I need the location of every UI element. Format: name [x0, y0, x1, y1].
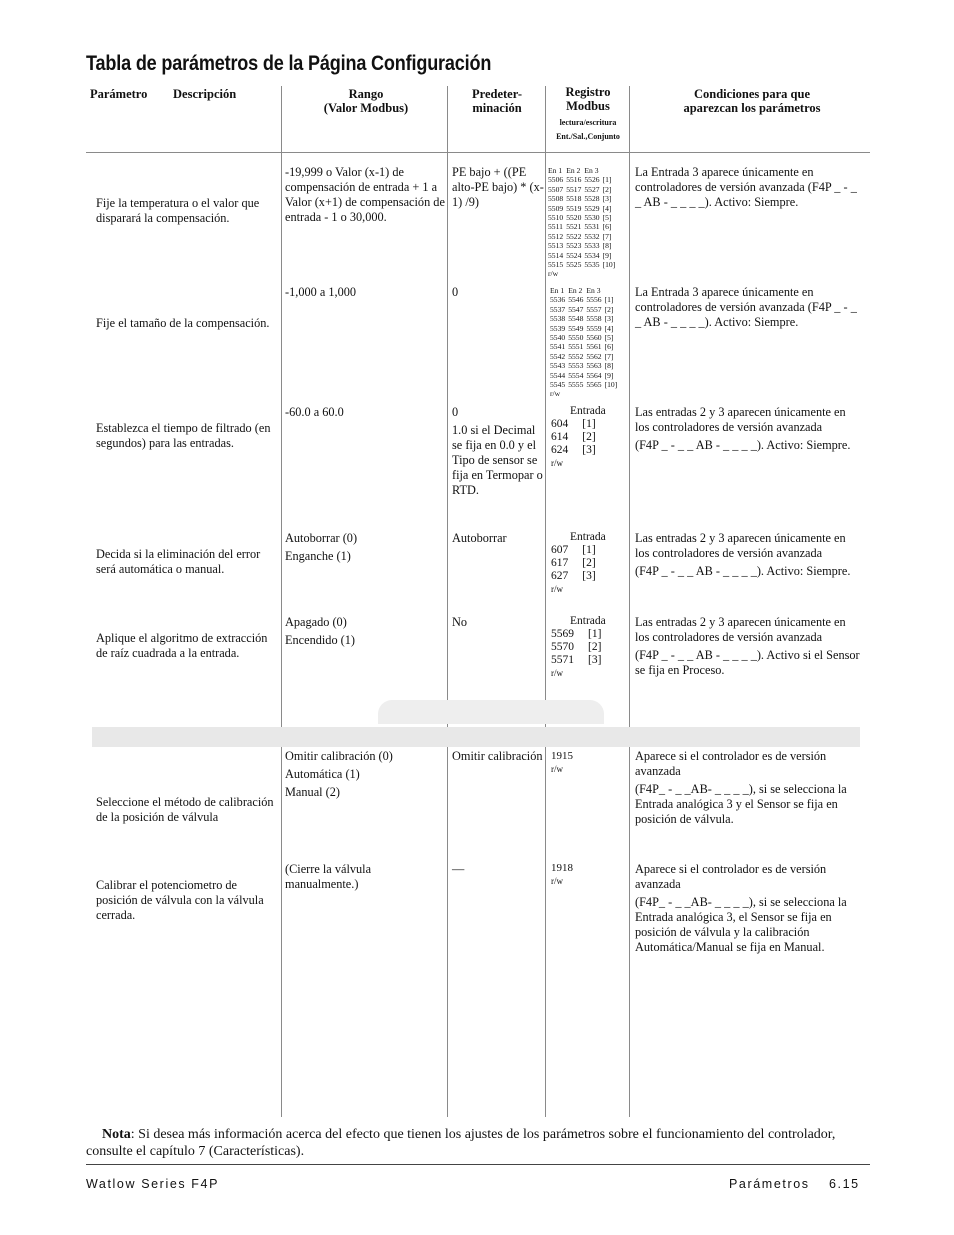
- modbus-cell: 5525: [566, 260, 582, 270]
- modbus-rw: r/w: [551, 668, 563, 678]
- modbus-cell: 617: [551, 557, 569, 569]
- modbus-cell: 5543: [550, 361, 566, 371]
- modbus-col-header: En 3: [584, 166, 599, 175]
- row1-conditions: La Entrada 3 aparece únicamente en controladores de versión avanzada (F4P _ - _ _ AB - _ _ _ _). Activo: Siempre.: [635, 165, 857, 209]
- modbus-cell: [2]: [582, 431, 596, 443]
- modbus-cell: [2]: [582, 557, 596, 569]
- footer-publication: Watlow Series F4P: [86, 1177, 220, 1191]
- row4-modbus: [551, 531, 610, 596]
- modbus-cell: 604: [551, 418, 569, 430]
- modbus-cell: 5509: [548, 203, 564, 213]
- modbus-cell: [9]: [604, 370, 614, 380]
- modbus-cell: [5]: [602, 213, 612, 223]
- modbus-cell: 5563: [586, 361, 602, 371]
- conditions-line: Las entradas 2 y 3 aparecen únicamente en los controladores de versión avanzada: [635, 531, 846, 560]
- range-line: Autoborrar (0): [285, 531, 358, 545]
- modbus-cell: 5526: [584, 175, 600, 185]
- range-line: Automática (1): [285, 767, 360, 781]
- header-rango: [284, 87, 448, 115]
- modbus-label: Entrada: [570, 615, 606, 627]
- row1-default: PE bajo + ((PE alto-PE bajo) * (x-1) /9): [452, 165, 544, 209]
- modbus-col-header: [603, 166, 619, 175]
- row6-conditions: [635, 749, 863, 830]
- modbus-cell: [3]: [588, 654, 602, 666]
- modbus-cell: [10]: [602, 260, 616, 270]
- modbus-cell: 5528: [584, 194, 600, 204]
- modbus-cell: 5514: [548, 250, 564, 260]
- modbus-rw: r/w: [551, 764, 563, 774]
- modbus-rw: r/w: [548, 269, 559, 279]
- modbus-cell: 5537: [550, 304, 566, 314]
- modbus-col-header: [605, 286, 621, 295]
- modbus-cell: [4]: [602, 203, 612, 213]
- column-divider: [545, 86, 546, 1117]
- default-line: Omitir calibración: [452, 749, 543, 763]
- modbus-cell: [6]: [602, 222, 612, 232]
- note-text: : Si desea más información acerca del efecto que tienen los ajustes de los parámetros sobre el funcionamiento del controlador, consulte el capítulo 7 (Características).: [86, 1127, 836, 1159]
- row4-description: Decida si la eliminación del error será automática o manual.: [96, 547, 261, 576]
- header-parametro: Parámetro: [90, 87, 148, 101]
- modbus-cell: [1]: [582, 544, 596, 556]
- modbus-cell: 5534: [584, 250, 600, 260]
- modbus-cell: [2]: [602, 184, 612, 194]
- row3-modbus: [551, 405, 610, 470]
- modbus-cell: 624: [551, 444, 569, 456]
- modbus-cell: 5533: [584, 241, 600, 251]
- modbus-cell: [3]: [582, 570, 596, 582]
- modbus-value: 1915: [551, 750, 573, 762]
- header-condiciones: [630, 87, 874, 115]
- modbus-cell: 5548: [568, 314, 584, 324]
- header-registro: [546, 85, 630, 143]
- modbus-cell: 5544: [550, 370, 566, 380]
- row7-modbus: [551, 862, 573, 888]
- row6-range: [285, 749, 445, 803]
- modbus-cell: 5539: [550, 323, 566, 333]
- range-line: Manual (2): [285, 785, 340, 799]
- modbus-cell: 5507: [548, 184, 564, 194]
- modbus-rw: r/w: [550, 389, 561, 399]
- header-rango-line2: (Valor Modbus): [323, 101, 409, 115]
- modbus-cell: 5520: [566, 213, 582, 223]
- header-divider: [86, 152, 870, 153]
- conditions-line: Aparece si el controlador es de versión avanzada: [635, 749, 827, 778]
- modbus-cell: 5552: [568, 351, 584, 361]
- row1-range: -19,999 o Valor (x-1) de compensación de entrada + 1 a Valor (x+1) de compensación de entrada - 1 o 30,000.: [285, 165, 445, 224]
- modbus-cell: 5517: [566, 184, 582, 194]
- row7-description: Calibrar el potenciometro de posición de válvula con la válvula cerrada.: [96, 878, 264, 922]
- modbus-cell: 5564: [586, 370, 602, 380]
- footer-page-number: 6.15: [829, 1177, 860, 1191]
- modbus-col-header: En 1: [548, 166, 563, 175]
- modbus-cell: [3]: [582, 444, 596, 456]
- row3-range: [285, 405, 445, 423]
- modbus-cell: 614: [551, 431, 569, 443]
- modbus-cell: 5506: [548, 175, 564, 185]
- modbus-cell: 5562: [586, 351, 602, 361]
- modbus-cell: 5545: [550, 380, 566, 390]
- default-line: 0: [452, 405, 459, 419]
- modbus-cell: [3]: [604, 314, 614, 324]
- header-cond-line1: Condiciones para que: [694, 87, 810, 101]
- modbus-cell: 5565: [586, 380, 602, 390]
- conditions-line: Las entradas 2 y 3 aparecen únicamente en los controladores de versión avanzada: [635, 405, 846, 434]
- modbus-cell: 5527: [584, 184, 600, 194]
- row2-range: -1,000 a 1,000: [285, 285, 357, 299]
- modbus-cell: 5538: [550, 314, 566, 324]
- row1-modbus: [548, 166, 618, 279]
- modbus-cell: [3]: [602, 194, 612, 204]
- modbus-cell: 5510: [548, 213, 564, 223]
- range-line: Omitir calibración (0): [285, 749, 393, 763]
- row5-modbus: [551, 615, 615, 680]
- modbus-cell: [2]: [604, 304, 614, 314]
- modbus-cell: [7]: [602, 231, 612, 241]
- conditions-line: (F4P_ - _ _AB- _ _ _ _), si se selecciona la Entrada analógica 3, el Sensor se fija en posición de válvula y la calibración Automática/Manual se fija en Manual.: [635, 895, 847, 954]
- header-registro-line1: Registro: [565, 85, 611, 99]
- conditions-line: (F4P _ - _ _ AB - _ _ _ _). Activo: Siempre.: [635, 438, 851, 452]
- footer-rule: [86, 1164, 870, 1165]
- modbus-cell: [8]: [604, 361, 614, 371]
- page-title: Tabla de parámetros de la Página Configuración: [86, 52, 492, 75]
- modbus-cell: 5531: [584, 222, 600, 232]
- note-label: Nota: [102, 1127, 131, 1142]
- column-divider: [447, 86, 448, 1117]
- modbus-cell: 5516: [566, 175, 582, 185]
- modbus-cell: [5]: [604, 333, 614, 343]
- row5-description: Aplique el algoritmo de extracción de raíz cuadrada a la entrada.: [96, 631, 268, 660]
- modbus-cell: 5536: [550, 295, 566, 305]
- modbus-cell: 5556: [586, 295, 602, 305]
- row7-default: [452, 862, 544, 880]
- modbus-cell: 607: [551, 544, 569, 556]
- row3-default: [452, 405, 544, 501]
- modbus-cell: 5530: [584, 213, 600, 223]
- modbus-cell: 5532: [584, 231, 600, 241]
- modbus-cell: [4]: [604, 323, 614, 333]
- modbus-rw: r/w: [551, 458, 563, 468]
- modbus-rw: r/w: [551, 584, 563, 594]
- modbus-cell: [1]: [588, 628, 602, 640]
- modbus-cell: 5555: [568, 380, 584, 390]
- modbus-cell: 5551: [568, 342, 584, 352]
- modbus-cell: 5557: [586, 304, 602, 314]
- modbus-cell: [1]: [602, 175, 612, 185]
- row2-conditions: La Entrada 3 aparece únicamente en controladores de versión avanzada (F4P _ - _ _ AB - _ _ _ _). Activo: Siempre.: [635, 285, 857, 329]
- row2-description: Fije el tamaño de la compensación.: [96, 316, 270, 330]
- modbus-cell: [9]: [602, 250, 612, 260]
- range-line: Enganche (1): [285, 549, 351, 563]
- row1-description: Fije la temperatura o el valor que disparará la compensación.: [96, 196, 260, 225]
- modbus-cell: 5540: [550, 333, 566, 343]
- row3-description: Establezca el tiempo de filtrado (en segundos) para las entradas.: [96, 421, 271, 450]
- header-predet-line1: Predeter-: [472, 87, 522, 101]
- row2-default: 0: [452, 285, 459, 299]
- row2-modbus: [550, 286, 620, 399]
- modbus-cell: 5549: [568, 323, 584, 333]
- header-descripcion: Descripción: [173, 87, 237, 101]
- modbus-cell: [2]: [588, 641, 602, 653]
- range-line: Encendido (1): [285, 633, 355, 647]
- modbus-label: Entrada: [570, 531, 606, 543]
- modbus-cell: 5508: [548, 194, 564, 204]
- modbus-cell: [10]: [604, 380, 618, 390]
- header-registro-line4: Ent./Sal.,Conjunto: [556, 132, 620, 141]
- modbus-cell: [1]: [604, 295, 614, 305]
- modbus-cell: 5542: [550, 351, 566, 361]
- conditions-line: (F4P _ - _ _ AB - _ _ _ _). Activo si el Sensor se fija en Proceso.: [635, 648, 860, 677]
- default-line: No: [452, 615, 468, 629]
- modbus-cell: 5554: [568, 370, 584, 380]
- modbus-cell: 627: [551, 570, 569, 582]
- modbus-cell: 5561: [586, 342, 602, 352]
- modbus-cell: 5570: [551, 641, 574, 653]
- row4-conditions: [635, 531, 863, 582]
- row7-conditions: [635, 862, 863, 958]
- default-line: —: [452, 862, 465, 876]
- modbus-cell: 5553: [568, 361, 584, 371]
- default-line: Autoborrar: [452, 531, 507, 545]
- modbus-cell: 5515: [548, 260, 564, 270]
- modbus-label: Entrada: [570, 405, 606, 417]
- modbus-cell: [8]: [602, 241, 612, 251]
- modbus-cell: [7]: [604, 351, 614, 361]
- header-rango-line1: Rango: [348, 87, 384, 101]
- row6-modbus: [551, 750, 573, 776]
- modbus-cell: 5535: [584, 260, 600, 270]
- conditions-line: (F4P_ - _ _AB- _ _ _ _), si se selecciona la Entrada analógica 3 y el Sensor se fija en posición de válvula.: [635, 782, 847, 826]
- row5-range: [285, 615, 445, 651]
- modbus-cell: 5511: [548, 222, 563, 232]
- row4-range: [285, 531, 445, 567]
- modbus-cell: 5546: [568, 295, 584, 305]
- range-line: Apagado (0): [285, 615, 347, 629]
- row6-description: Seleccione el método de calibración de la posición de válvula: [96, 795, 274, 824]
- conditions-line: Las entradas 2 y 3 aparecen únicamente en los controladores de versión avanzada: [635, 615, 846, 644]
- column-divider: [281, 86, 282, 1117]
- section-tab: [378, 700, 604, 724]
- row3-conditions: [635, 405, 863, 456]
- modbus-cell: 5550: [568, 333, 584, 343]
- modbus-col-header: En 2: [566, 166, 581, 175]
- modbus-cell: 5513: [548, 241, 564, 251]
- modbus-cell: 5522: [566, 231, 582, 241]
- header-registro-line2: Modbus: [566, 99, 610, 113]
- modbus-col-header: En 2: [568, 286, 583, 295]
- row5-default: [452, 615, 544, 633]
- modbus-cell: 5519: [566, 203, 582, 213]
- modbus-cell: 5529: [584, 203, 600, 213]
- modbus-value: 1918: [551, 862, 573, 874]
- range-line: -60.0 a 60.0: [285, 405, 344, 419]
- modbus-cell: 5512: [548, 231, 564, 241]
- note-paragraph: [86, 1126, 866, 1160]
- modbus-col-header: En 3: [586, 286, 601, 295]
- modbus-cell: 5569: [551, 628, 574, 640]
- modbus-cell: 5571: [551, 654, 574, 666]
- conditions-line: Aparece si el controlador es de versión avanzada: [635, 862, 827, 891]
- modbus-cell: 5541: [550, 342, 566, 352]
- header-predeterminacion: [448, 87, 546, 115]
- column-divider: [629, 86, 630, 1117]
- modbus-rw: r/w: [551, 876, 563, 886]
- row5-conditions: [635, 615, 863, 681]
- row7-range: [285, 862, 445, 895]
- header-predet-line2: minación: [472, 101, 522, 115]
- modbus-cell: 5523: [566, 241, 582, 251]
- modbus-cell: 5560: [586, 333, 602, 343]
- range-line: (Cierre la válvula manualmente.): [285, 862, 372, 891]
- modbus-cell: [6]: [604, 342, 614, 352]
- modbus-cell: 5521: [566, 222, 582, 232]
- row6-default: [452, 749, 544, 767]
- footer-section: Parámetros: [729, 1177, 810, 1191]
- modbus-cell: 5559: [586, 323, 602, 333]
- modbus-cell: [1]: [582, 418, 596, 430]
- header-cond-line2: aparezcan los parámetros: [683, 101, 821, 115]
- default-line: 1.0 si el Decimal se fija en 0.0 y el Tipo de sensor se fija en Termopar o RTD.: [452, 423, 543, 497]
- modbus-cell: 5547: [568, 304, 584, 314]
- modbus-cell: 5524: [566, 250, 582, 260]
- row4-default: [452, 531, 544, 549]
- modbus-col-header: En 1: [550, 286, 565, 295]
- modbus-cell: 5518: [566, 194, 582, 204]
- modbus-cell: 5558: [586, 314, 602, 324]
- header-registro-line3: lectura/escritura: [559, 118, 617, 127]
- conditions-line: (F4P _ - _ _ AB - _ _ _ _). Activo: Siempre.: [635, 564, 851, 578]
- section-band: [92, 727, 860, 747]
